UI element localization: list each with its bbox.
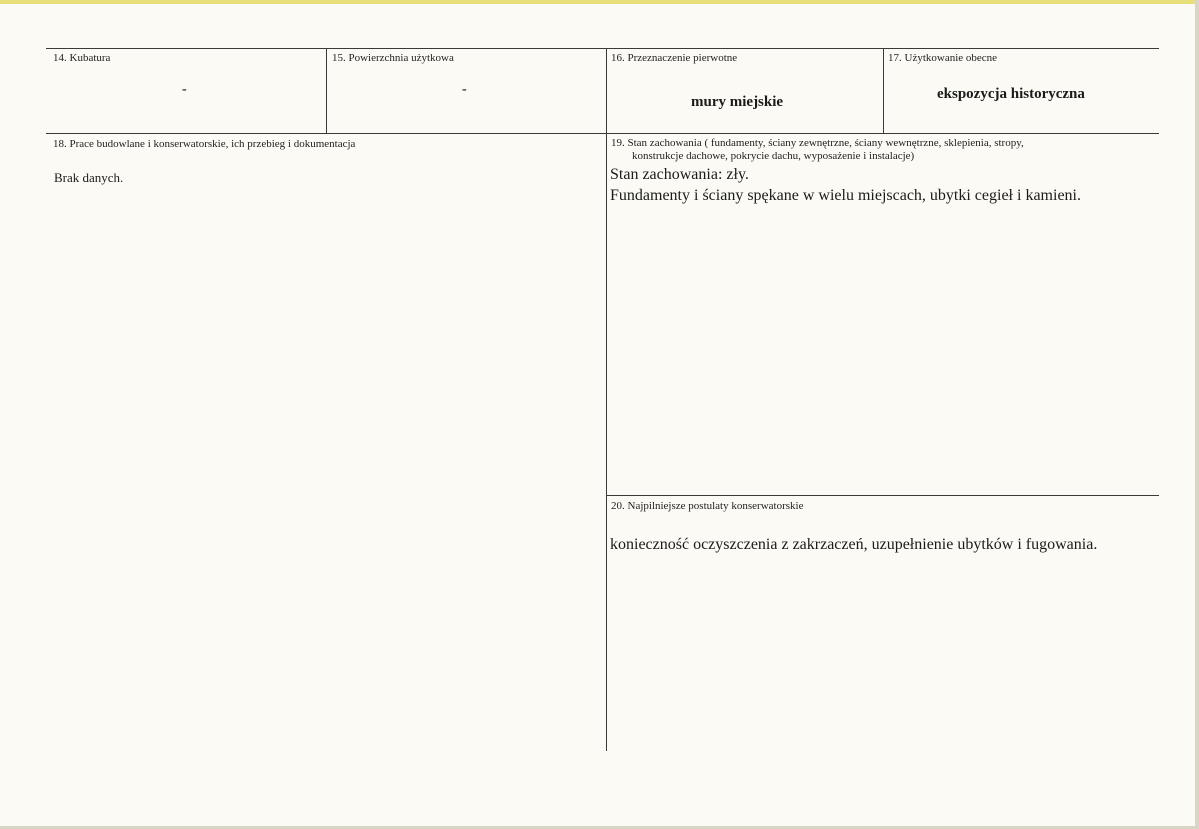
col-divider-1 [326,48,327,134]
field-19-value-line2: Fundamenty i ściany spękane w wielu miejscach, ubytki cegieł i kamieni. [610,187,1081,204]
field-17-label: 17. Użytkowanie obecne [888,52,998,64]
field-18-value: Brak danych. [54,170,124,185]
field-17-value: ekspozycja historyczna [937,86,1085,102]
field-19-value-line1: Stan zachowania: zły. [610,166,749,183]
field-20-value: konieczność oczyszczenia z zakrzaczeń, uzupełnienie ubytków i fugowania. [610,536,1098,553]
field-20-label: 20. Najpilniejsze postulaty konserwatorskie [611,500,804,512]
col-divider-2 [606,48,607,751]
field-19-label-line1: 19. Stan zachowania ( fundamenty, ściany zewnętrzne, ściany wewnętrzne, sklepienia, stropy, [611,137,1024,149]
field-14-label: 14. Kubatura [53,52,111,64]
scan-edge-right [1195,0,1199,829]
field-14-value: - [182,82,187,97]
field-16-value: mury miejskie [691,94,784,110]
field-16-label: 16. Przeznaczenie pierwotne [611,52,738,64]
field-19-label [611,137,1151,163]
field-18-label: 18. Prace budowlane i konserwatorskie, ich przebieg i dokumentacja [53,138,356,150]
col-divider-3 [883,48,884,134]
field-15-label: 15. Powierzchnia użytkowa [332,52,454,64]
scan-edge-top [0,0,1199,4]
table-top-border [46,48,1159,49]
field-19-label-line2: konstrukcje dachowe, pokrycie dachu, wyposażenie i instalacje) [632,150,915,162]
row-divider-1 [46,133,1159,134]
row-divider-right [606,495,1159,496]
field-15-value: - [462,82,467,97]
